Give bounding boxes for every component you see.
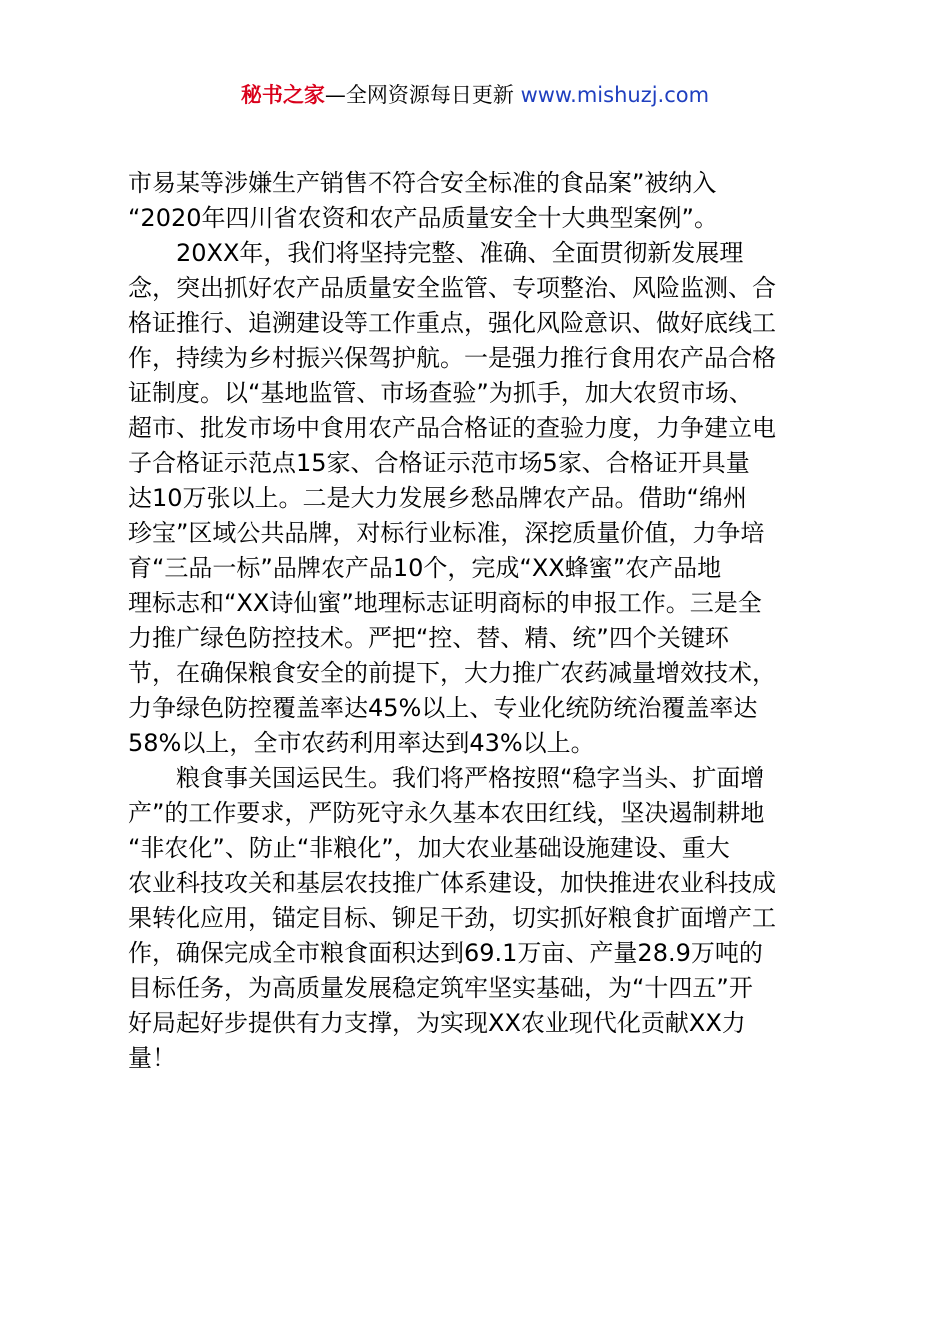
body-line: 证制度。以“基地监管、市场查验”为抓手，加大农贸市场、: [128, 379, 753, 407]
body-line: 作，持续为乡村振兴保驾护航。一是强力推行食用农产品合格: [128, 344, 776, 372]
body-line: 格证推行、追溯建设等工作重点，强化风险意识、做好底线工: [128, 309, 776, 337]
body-line: 20XX年，我们将坚持完整、准确、全面贯彻新发展理: [128, 239, 744, 267]
body-line: 58%以上，全市农药利用率达到43%以上。: [128, 729, 595, 757]
body-line: 产”的工作要求，严防死守永久基本农田红线，坚决遏制耕地: [128, 799, 765, 827]
body-line: 力推广绿色防控技术。严把“控、替、精、统”四个关键环: [128, 624, 729, 652]
body-line: 育“三品一标”品牌农产品10个，完成“XX蜂蜜”农产品地: [128, 554, 722, 582]
body-line: 节，在确保粮食安全的前提下，大力推广农药减量增效技术，: [128, 659, 776, 687]
page-header: [0, 79, 950, 111]
body-line: 子合格证示范点15家、合格证示范市场5家、合格证开具量: [128, 449, 750, 477]
body-line: 珍宝”区域公共品牌，对标行业标准，深挖质量价值，力争培: [128, 519, 765, 547]
body-line: 农业科技攻关和基层农技推广体系建设，加快推进农业科技成: [128, 869, 776, 897]
body-line: 力争绿色防控覆盖率达45%以上、专业化统防统治覆盖率达: [128, 694, 758, 722]
body-line: “2020年四川省农资和农产品质量安全十大典型案例”。: [128, 204, 718, 232]
body-line: “非农化”、防止“非粮化”，加大农业基础设施建设、重大: [128, 834, 730, 862]
body-line: 理标志和“XX诗仙蜜”地理标志证明商标的申报工作。三是全: [128, 589, 762, 617]
body-line: 市易某等涉嫌生产销售不符合安全标准的食品案”被纳入: [128, 169, 717, 197]
body-line: 作，确保完成全市粮食面积达到69.1万亩、产量28.9万吨的: [128, 939, 763, 967]
body-line: 量！: [128, 1044, 176, 1072]
body-line: 念，突出抓好农产品质量安全监管、专项整治、风险监测、合: [128, 274, 776, 302]
body-line: 粮食事关国运民生。我们将严格按照“稳字当头、扩面增: [128, 764, 765, 792]
body-line: 超市、批发市场中食用农产品合格证的查验力度，力争建立电: [128, 414, 776, 442]
site-url-link[interactable]: www.mishuzj.com: [520, 83, 710, 107]
site-brand: 秘书之家: [240, 83, 325, 107]
document-body: [128, 166, 840, 1076]
body-line: 好局起好步提供有力支撑，为实现XX农业现代化贡献XX力: [128, 1009, 746, 1037]
site-tagline: —全网资源每日更新: [324, 83, 514, 107]
body-line: 达10万张以上。二是大力发展乡愁品牌农产品。借助“绵州: [128, 484, 747, 512]
body-line: 目标任务，为高质量发展稳定筑牢坚实基础，为“十四五”开: [128, 974, 753, 1002]
body-line: 果转化应用，锚定目标、铆足干劲，切实抓好粮食扩面增产工: [128, 904, 776, 932]
